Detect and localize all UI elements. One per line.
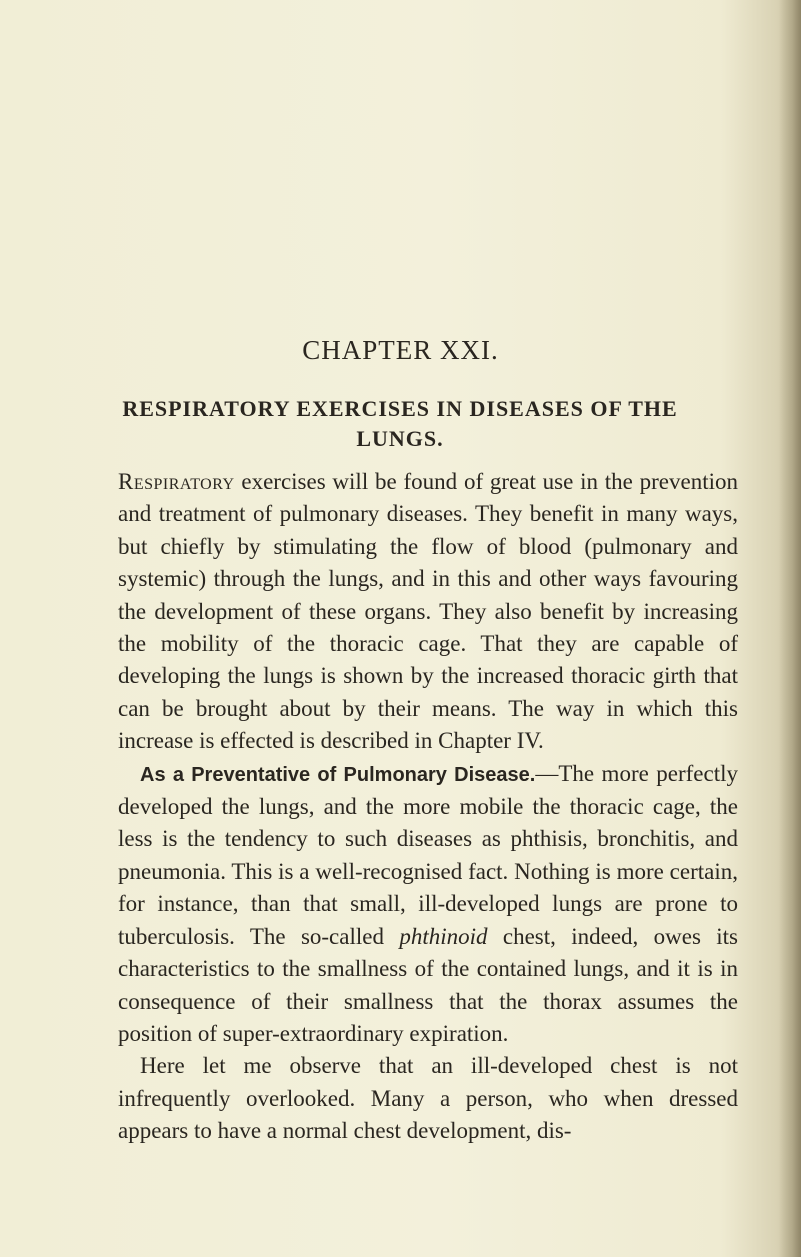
italic-term: phthinoid — [399, 923, 488, 949]
page-edge-shadow — [779, 0, 801, 1257]
paragraph-lead-word: Respiratory — [118, 469, 235, 494]
paragraph-2 — [118, 758, 738, 1051]
section-heading: As a Preventative of Pulmonary Disease. — [140, 763, 536, 786]
paragraph-1 — [118, 466, 738, 758]
chapter-heading: CHAPTER XXI. — [302, 335, 499, 365]
body-text — [118, 466, 738, 1148]
paragraph-3: Here let me observe that an ill-developed chest is not infrequently overlooked. Many a person, who when dressed appears to have a normal chest development, dis- — [118, 1053, 738, 1144]
chapter-title: RESPIRATORY EXERCISES IN DISEASES OF THE LUNGS. — [122, 396, 678, 451]
paragraph-2-text-b: chest, indeed, owes its characteristics to the smallness of the contained lungs, and it is in consequence of their smallness that the thorax assumes the position of super-extraordinary expiration. — [118, 923, 738, 1046]
paragraph-1-text: exercises will be found of great use in the prevention and treatment of pulmonary diseases. They benefit in many ways, but chiefly by stimulating the flow of blood (pulmonary and systemic) through the lungs, and in this and other ways favouring the development of these organs. They also benefit by increasing the mobility of the thoracic cage. That they are capable of developing the lungs is shown by the increased thoracic girth that can be brought about by their means. The way in which this increase is effected is described in Chapter IV. — [118, 469, 738, 754]
paragraph-2-text-a: —The more perfectly developed the lungs, and the more mobile the thoracic cage, the less is the tendency to such diseases as phthisis, bronchitis, and pneumonia. This is a well-recognised fact. Nothing is more certain, for instance, than that small, ill-developed lungs are prone to tuberculosis. The so-called — [118, 760, 738, 949]
